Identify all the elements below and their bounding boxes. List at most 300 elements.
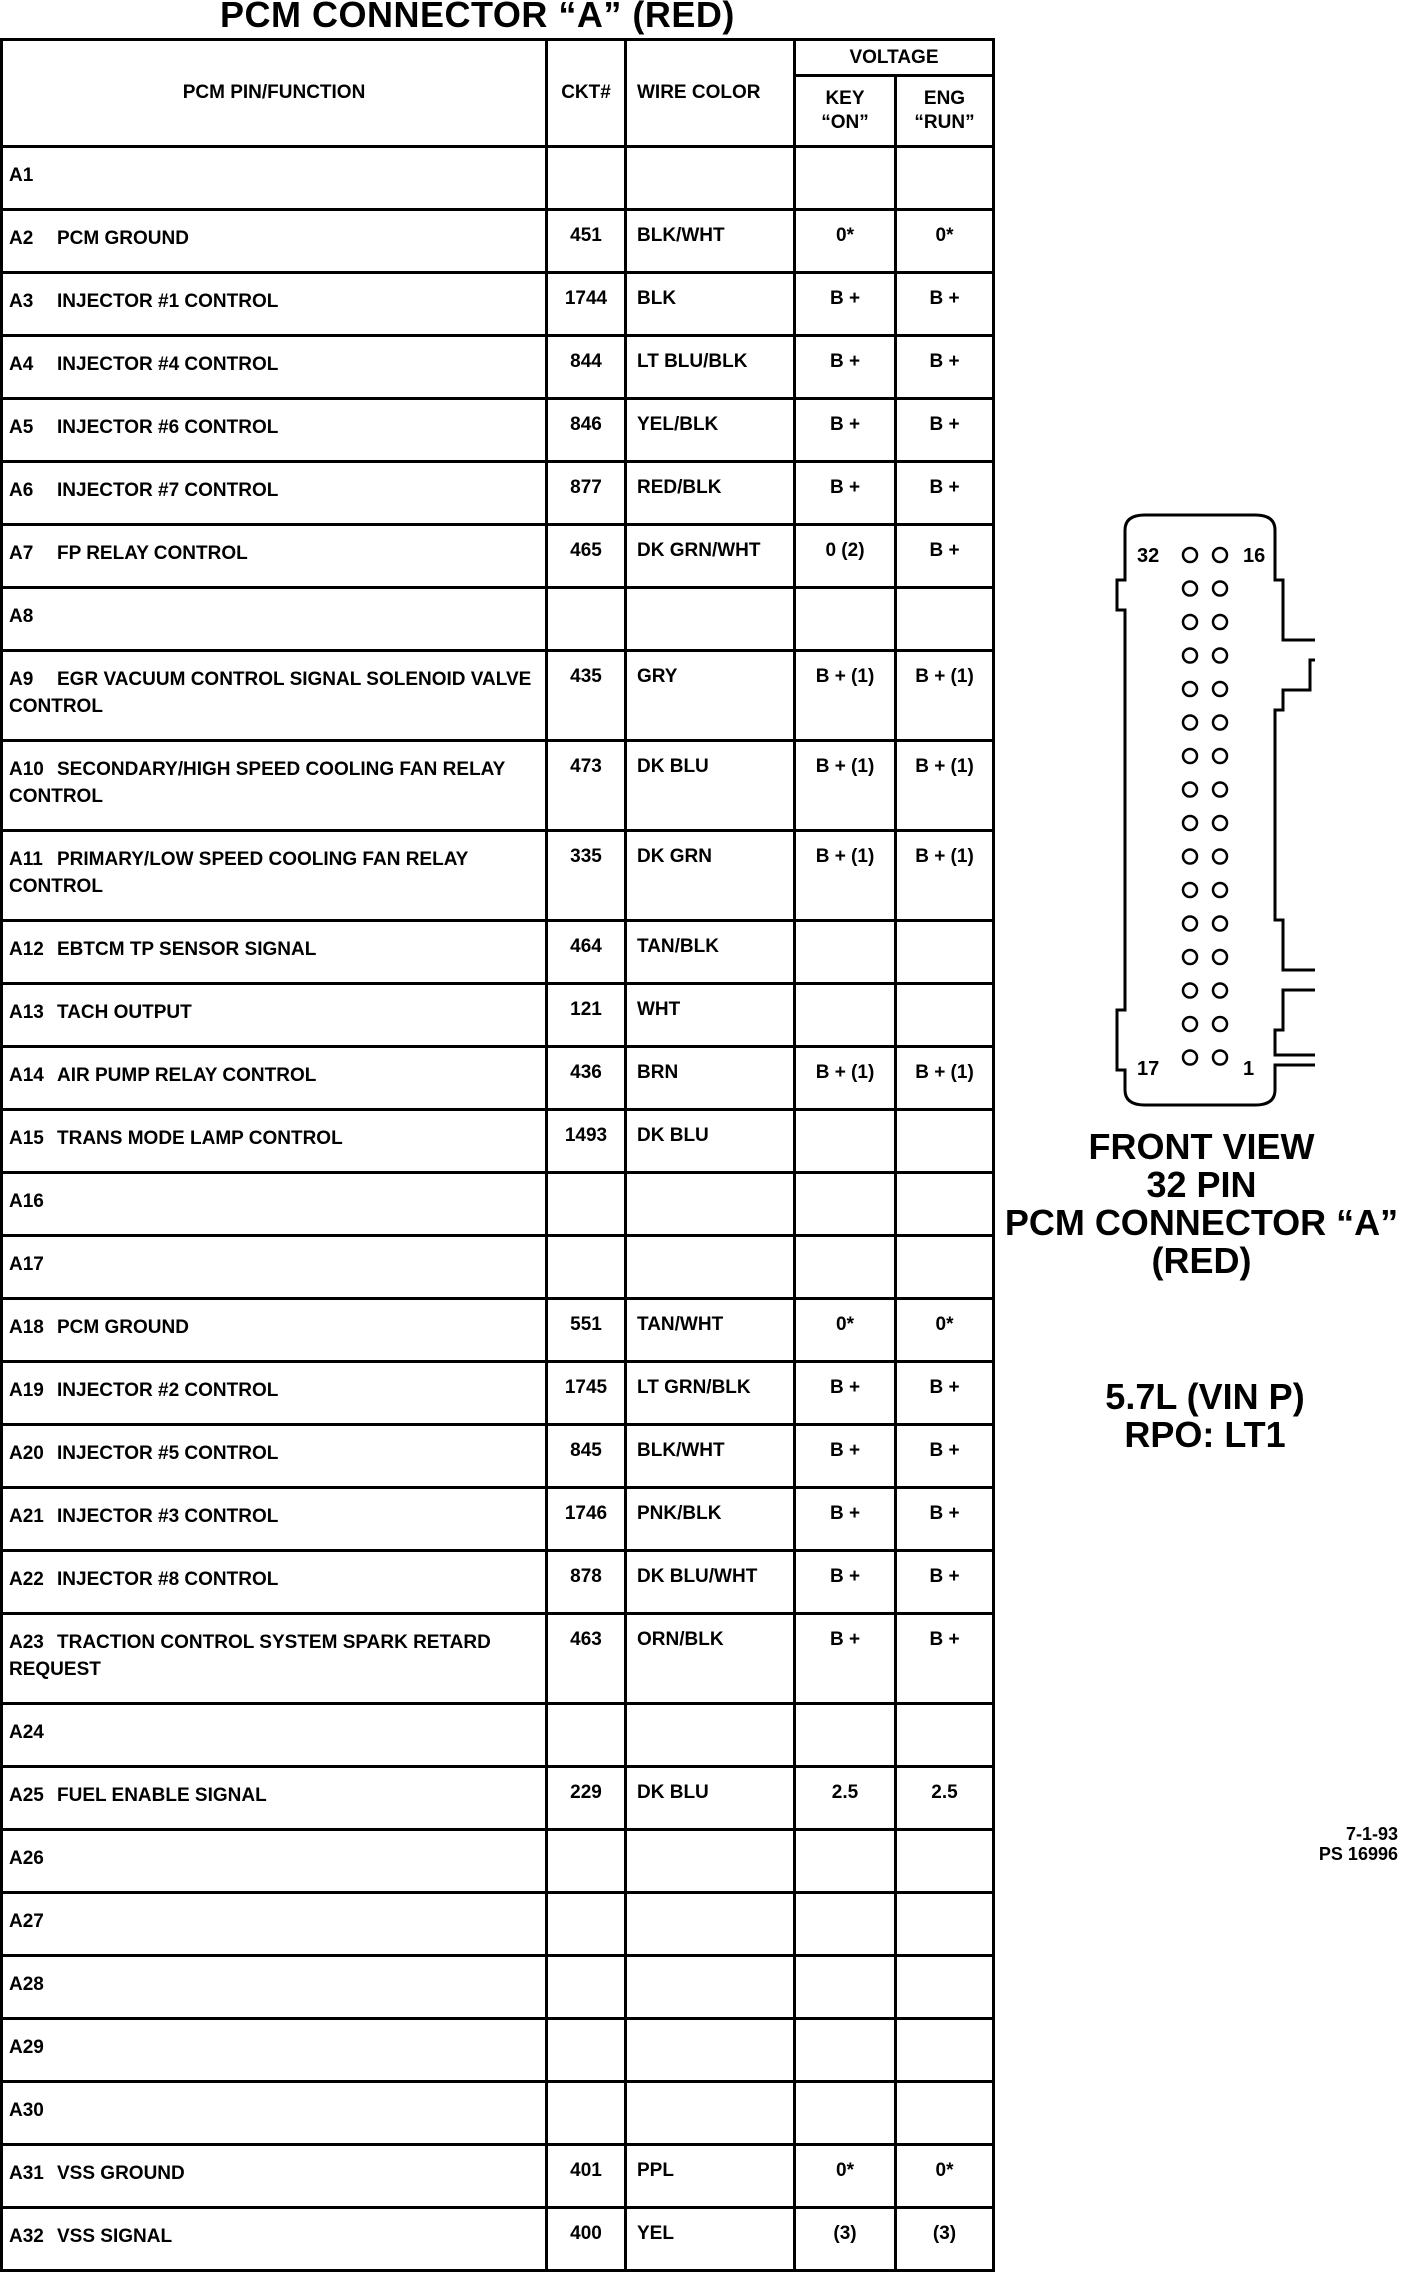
voltage-eng-run: 0*	[896, 2145, 994, 2208]
circuit-number: 846	[547, 399, 626, 462]
pin-function-cell	[2, 1299, 547, 1362]
pin-function-cell	[2, 1173, 547, 1236]
connector-pin-hole	[1183, 682, 1197, 696]
wire-color: PNK/BLK	[626, 1488, 795, 1551]
wire-color: LT BLU/BLK	[626, 336, 795, 399]
pin-id: A15	[9, 1128, 44, 1149]
wire-color: DK GRN/WHT	[626, 525, 795, 588]
header-ckt: CKT#	[547, 40, 626, 147]
connector-pin-hole	[1183, 582, 1197, 596]
page-title: PCM CONNECTOR “A” (RED)	[220, 0, 735, 35]
wire-color	[626, 2019, 795, 2082]
pin-function-cell	[2, 147, 547, 210]
pin-id: A14	[9, 1065, 44, 1086]
pin-function-cell	[2, 1047, 547, 1110]
table-row	[2, 1830, 994, 1893]
wire-color	[626, 1893, 795, 1956]
voltage-eng-run	[896, 1110, 994, 1173]
circuit-number: 335	[547, 831, 626, 921]
voltage-key-on	[795, 984, 896, 1047]
pin-function: INJECTOR #8 CONTROL	[57, 1569, 279, 1590]
pin-id: A27	[9, 1911, 44, 1932]
pin-id: A6	[9, 480, 34, 501]
voltage-key-on: 0*	[795, 1299, 896, 1362]
circuit-number	[547, 1173, 626, 1236]
voltage-eng-run: B +	[896, 1425, 994, 1488]
voltage-key-on: B +	[795, 399, 896, 462]
circuit-number: 1744	[547, 273, 626, 336]
pin-function-cell	[2, 1425, 547, 1488]
pin-id: A1	[9, 165, 34, 186]
table-row	[2, 1425, 994, 1488]
circuit-number	[547, 1893, 626, 1956]
voltage-key-on	[795, 1956, 896, 2019]
pin-id: A13	[9, 1002, 44, 1023]
table-row	[2, 210, 994, 273]
pin-function: FUEL ENABLE SIGNAL	[57, 1785, 267, 1806]
table-row	[2, 147, 994, 210]
header-eng-run-line1: ENG	[923, 88, 966, 109]
connector-pin-hole	[1213, 682, 1227, 696]
pin-function-cell	[2, 210, 547, 273]
wire-color: TAN/WHT	[626, 1299, 795, 1362]
pin-id: A3	[9, 291, 34, 312]
pin-id: A24	[9, 1722, 44, 1743]
pin-function-cell	[2, 921, 547, 984]
voltage-eng-run: 2.5	[896, 1767, 994, 1830]
circuit-number	[547, 1956, 626, 2019]
pin-function-cell	[2, 741, 547, 831]
pin-function-cell	[2, 1362, 547, 1425]
pin-function: FP RELAY CONTROL	[57, 543, 248, 564]
pin-id: A18	[9, 1317, 44, 1338]
table-row	[2, 1047, 994, 1110]
pin-id: A31	[9, 2163, 44, 2184]
pin-id: A8	[9, 606, 34, 627]
header-eng-run-line2: “RUN”	[914, 112, 975, 133]
header-key-on-line1: KEY	[825, 88, 865, 109]
voltage-key-on	[795, 1110, 896, 1173]
voltage-key-on	[795, 1893, 896, 1956]
wire-color: DK BLU	[626, 741, 795, 831]
voltage-eng-run	[896, 1893, 994, 1956]
pin-function-cell	[2, 1488, 547, 1551]
circuit-number: 463	[547, 1614, 626, 1704]
circuit-number: 400	[547, 2208, 626, 2271]
engine-line: 5.7L (VIN P)	[1105, 1376, 1305, 1417]
wire-color: YEL/BLK	[626, 399, 795, 462]
pin-function-cell	[2, 399, 547, 462]
wire-color	[626, 1173, 795, 1236]
table-row	[2, 462, 994, 525]
connector-pin-hole	[1213, 582, 1227, 596]
circuit-number	[547, 2019, 626, 2082]
pin-function: TRANS MODE LAMP CONTROL	[57, 1128, 343, 1149]
pin-function-cell	[2, 984, 547, 1047]
voltage-eng-run	[896, 1830, 994, 1893]
voltage-key-on: B +	[795, 1551, 896, 1614]
pin-function-cell	[2, 2082, 547, 2145]
pin-rows	[2, 147, 994, 2271]
voltage-eng-run: B + (1)	[896, 651, 994, 741]
pin-function: EBTCM TP SENSOR SIGNAL	[57, 939, 317, 960]
circuit-number: 451	[547, 210, 626, 273]
circuit-number	[547, 1236, 626, 1299]
pin-id: A11	[9, 849, 43, 870]
table-row	[2, 399, 994, 462]
wire-color	[626, 147, 795, 210]
table-row	[2, 984, 994, 1047]
voltage-eng-run	[896, 1704, 994, 1767]
voltage-eng-run	[896, 2019, 994, 2082]
header-key-on-line2: “ON”	[821, 112, 869, 133]
connector-pin-hole	[1183, 850, 1197, 864]
pin-id: A9	[9, 669, 34, 690]
pin-id: A17	[9, 1254, 44, 1275]
connector-pin-hole	[1213, 749, 1227, 763]
stamp-id: PS 16996	[1318, 1844, 1398, 1864]
voltage-key-on	[795, 1704, 896, 1767]
connector-pin-hole	[1183, 716, 1197, 730]
pin-function: VSS GROUND	[57, 2163, 185, 2184]
voltage-key-on: B +	[795, 336, 896, 399]
connector-pin-hole	[1183, 883, 1197, 897]
voltage-key-on: B +	[795, 1488, 896, 1551]
pin-id: A2	[9, 228, 34, 249]
wire-color: TAN/BLK	[626, 921, 795, 984]
pin-function: SECONDARY/HIGH SPEED COOLING FAN RELAY CONTROL	[9, 759, 505, 807]
voltage-eng-run: B +	[896, 273, 994, 336]
pin-function: INJECTOR #3 CONTROL	[57, 1506, 279, 1527]
caption-line: (RED)	[1151, 1240, 1252, 1281]
voltage-key-on: B + (1)	[795, 651, 896, 741]
pin-function: INJECTOR #6 CONTROL	[57, 417, 279, 438]
table-row	[2, 2208, 994, 2271]
table-row	[2, 1893, 994, 1956]
voltage-key-on	[795, 2082, 896, 2145]
pin-function: PCM GROUND	[57, 228, 189, 249]
pin-id: A29	[9, 2037, 44, 2058]
pin-id: A23	[9, 1632, 44, 1653]
connector-pin-hole	[1213, 950, 1227, 964]
circuit-number: 435	[547, 651, 626, 741]
caption-line: FRONT VIEW	[1088, 1126, 1315, 1167]
pin-id: A10	[9, 759, 44, 780]
pin-function-cell	[2, 2145, 547, 2208]
pin-id: A22	[9, 1569, 44, 1590]
table-row	[2, 831, 994, 921]
pin-function-cell	[2, 462, 547, 525]
pin-label-32: 32	[1137, 545, 1160, 567]
table-row	[2, 1614, 994, 1704]
pin-label-1: 1	[1243, 1058, 1255, 1080]
voltage-eng-run: B +	[896, 399, 994, 462]
table-row	[2, 1956, 994, 2019]
voltage-key-on: 0 (2)	[795, 525, 896, 588]
voltage-eng-run: 0*	[896, 210, 994, 273]
voltage-key-on: (3)	[795, 2208, 896, 2271]
connector-pin-hole	[1183, 950, 1197, 964]
connector-pin-hole	[1183, 816, 1197, 830]
circuit-number: 464	[547, 921, 626, 984]
voltage-key-on: B + (1)	[795, 831, 896, 921]
caption-line: 32 PIN	[1146, 1164, 1257, 1205]
pin-function-cell	[2, 1110, 547, 1173]
table-row	[2, 525, 994, 588]
table-row	[2, 1299, 994, 1362]
voltage-eng-run	[896, 984, 994, 1047]
voltage-key-on: B + (1)	[795, 741, 896, 831]
engine-info	[1050, 1378, 1360, 1454]
pin-function-cell	[2, 1551, 547, 1614]
connector-outline	[1085, 510, 1315, 1110]
voltage-key-on: B +	[795, 1614, 896, 1704]
pin-function: INJECTOR #7 CONTROL	[57, 480, 279, 501]
pin-function-cell	[2, 525, 547, 588]
voltage-eng-run: B +	[896, 525, 994, 588]
pin-function: AIR PUMP RELAY CONTROL	[57, 1065, 317, 1086]
wire-color: BLK	[626, 273, 795, 336]
pin-function: TRACTION CONTROL SYSTEM SPARK RETARD REQUEST	[9, 1632, 491, 1680]
pin-function: INJECTOR #2 CONTROL	[57, 1380, 279, 1401]
circuit-number: 551	[547, 1299, 626, 1362]
pin-id: A4	[9, 354, 34, 375]
table-row	[2, 1767, 994, 1830]
voltage-key-on: B +	[795, 462, 896, 525]
pin-id: A28	[9, 1974, 44, 1995]
table-row	[2, 1173, 994, 1236]
connector-pin-hole	[1213, 716, 1227, 730]
pin-function-cell	[2, 2019, 547, 2082]
voltage-key-on	[795, 588, 896, 651]
table-row	[2, 921, 994, 984]
table-row	[2, 1488, 994, 1551]
voltage-key-on	[795, 1236, 896, 1299]
pin-id: A7	[9, 543, 34, 564]
pin-function: VSS SIGNAL	[57, 2226, 173, 2247]
table-row	[2, 336, 994, 399]
connector-pin-hole	[1213, 615, 1227, 629]
voltage-eng-run	[896, 1956, 994, 2019]
voltage-eng-run	[896, 1236, 994, 1299]
wire-color	[626, 1830, 795, 1893]
voltage-eng-run: B +	[896, 336, 994, 399]
voltage-key-on	[795, 1830, 896, 1893]
voltage-eng-run: B +	[896, 1614, 994, 1704]
wire-color: BLK/WHT	[626, 1425, 795, 1488]
voltage-key-on: B +	[795, 1362, 896, 1425]
wire-color: WHT	[626, 984, 795, 1047]
voltage-eng-run: B + (1)	[896, 831, 994, 921]
table-row	[2, 1551, 994, 1614]
voltage-key-on: B + (1)	[795, 1047, 896, 1110]
connector-pin-hole	[1183, 1017, 1197, 1031]
pin-function: PRIMARY/LOW SPEED COOLING FAN RELAY CONTROL	[9, 849, 469, 897]
pin-label-17: 17	[1137, 1058, 1160, 1080]
wire-color: DK BLU	[626, 1767, 795, 1830]
circuit-number: 473	[547, 741, 626, 831]
table-row	[2, 2019, 994, 2082]
connector-pin-hole	[1213, 816, 1227, 830]
connector-pin-hole	[1183, 783, 1197, 797]
connector-pin-hole	[1213, 917, 1227, 931]
wire-color	[626, 1956, 795, 2019]
circuit-number: 877	[547, 462, 626, 525]
connector-pin-hole	[1213, 1017, 1227, 1031]
pin-id: A20	[9, 1443, 44, 1464]
connector-pin-hole	[1213, 850, 1227, 864]
header-eng-run	[896, 76, 994, 147]
caption-line: PCM CONNECTOR “A”	[1004, 1202, 1399, 1243]
pin-function-cell	[2, 1236, 547, 1299]
header-wire-color: WIRE COLOR	[626, 40, 795, 147]
pin-id: A32	[9, 2226, 44, 2247]
connector-pin-hole	[1183, 615, 1197, 629]
table-row	[2, 651, 994, 741]
wire-color: YEL	[626, 2208, 795, 2271]
voltage-key-on	[795, 921, 896, 984]
pin-label-16: 16	[1243, 545, 1266, 567]
pin-id: A21	[9, 1506, 44, 1527]
circuit-number	[547, 588, 626, 651]
document-stamp	[1319, 1824, 1398, 1864]
connector-pin-hole	[1213, 649, 1227, 663]
wire-color: DK GRN	[626, 831, 795, 921]
wire-color	[626, 588, 795, 651]
connector-pin-hole	[1213, 984, 1227, 998]
wire-color: PPL	[626, 2145, 795, 2208]
header-function: PCM PIN/FUNCTION	[2, 40, 547, 147]
pin-id: A30	[9, 2100, 44, 2121]
voltage-eng-run: B + (1)	[896, 1047, 994, 1110]
voltage-eng-run: B +	[896, 1362, 994, 1425]
pin-id: A26	[9, 1848, 44, 1869]
wire-color	[626, 1236, 795, 1299]
connector-pin-hole	[1213, 548, 1227, 562]
table-row	[2, 588, 994, 651]
voltage-key-on	[795, 147, 896, 210]
wire-color	[626, 1704, 795, 1767]
pin-function-cell	[2, 336, 547, 399]
circuit-number: 229	[547, 1767, 626, 1830]
voltage-key-on: 0*	[795, 210, 896, 273]
voltage-key-on	[795, 1173, 896, 1236]
connector-pin-hole	[1213, 1051, 1227, 1065]
circuit-number: 465	[547, 525, 626, 588]
voltage-eng-run: B +	[896, 462, 994, 525]
table-row	[2, 2145, 994, 2208]
connector-pin-hole	[1183, 548, 1197, 562]
circuit-number: 845	[547, 1425, 626, 1488]
wire-color: BLK/WHT	[626, 210, 795, 273]
connector-pin-hole	[1183, 649, 1197, 663]
pin-id: A25	[9, 1785, 44, 1806]
pin-function: TACH OUTPUT	[57, 1002, 192, 1023]
table-row	[2, 273, 994, 336]
voltage-eng-run	[896, 588, 994, 651]
wire-color: LT GRN/BLK	[626, 1362, 795, 1425]
pin-function-cell	[2, 273, 547, 336]
header-voltage: VOLTAGE	[795, 40, 994, 76]
pin-function-cell	[2, 2208, 547, 2271]
circuit-number: 1493	[547, 1110, 626, 1173]
pin-function-cell	[2, 588, 547, 651]
circuit-number	[547, 1830, 626, 1893]
wire-color: DK BLU/WHT	[626, 1551, 795, 1614]
table-row	[2, 1236, 994, 1299]
table-row	[2, 1362, 994, 1425]
pin-function-cell	[2, 831, 547, 921]
circuit-number: 844	[547, 336, 626, 399]
circuit-number: 1746	[547, 1488, 626, 1551]
voltage-eng-run: 0*	[896, 1299, 994, 1362]
pin-function: INJECTOR #1 CONTROL	[57, 291, 279, 312]
table-row	[2, 1704, 994, 1767]
connector-caption	[995, 1128, 1408, 1280]
voltage-key-on: 0*	[795, 2145, 896, 2208]
pin-function-cell	[2, 1893, 547, 1956]
circuit-number	[547, 2082, 626, 2145]
pin-id: A12	[9, 939, 44, 960]
connector-pin-hole	[1213, 883, 1227, 897]
voltage-eng-run: B +	[896, 1488, 994, 1551]
table-row	[2, 2082, 994, 2145]
voltage-eng-run	[896, 2082, 994, 2145]
connector-pin-hole	[1183, 984, 1197, 998]
connector-pin-hole	[1213, 783, 1227, 797]
pin-id: A16	[9, 1191, 44, 1212]
table-row	[2, 1110, 994, 1173]
circuit-number: 401	[547, 2145, 626, 2208]
pin-id: A5	[9, 417, 34, 438]
circuit-number: 436	[547, 1047, 626, 1110]
pin-function: INJECTOR #5 CONTROL	[57, 1443, 279, 1464]
voltage-eng-run: B +	[896, 1551, 994, 1614]
voltage-key-on: 2.5	[795, 1767, 896, 1830]
wire-color: RED/BLK	[626, 462, 795, 525]
pin-function: EGR VACUUM CONTROL SIGNAL SOLENOID VALVE CONTROL	[9, 669, 532, 717]
voltage-key-on: B +	[795, 1425, 896, 1488]
engine-line: RPO: LT1	[1124, 1414, 1286, 1455]
wire-color: DK BLU	[626, 1110, 795, 1173]
circuit-number	[547, 147, 626, 210]
circuit-number: 121	[547, 984, 626, 1047]
pin-function-cell	[2, 1704, 547, 1767]
voltage-eng-run: B + (1)	[896, 741, 994, 831]
pin-function-cell	[2, 1614, 547, 1704]
pin-function-cell	[2, 1956, 547, 2019]
voltage-eng-run	[896, 921, 994, 984]
connector-pin-hole	[1183, 749, 1197, 763]
pin-id: A19	[9, 1380, 44, 1401]
stamp-date: 7-1-93	[1345, 1824, 1398, 1844]
pin-function-cell	[2, 1767, 547, 1830]
table-row	[2, 741, 994, 831]
pin-function-cell	[2, 651, 547, 741]
voltage-eng-run	[896, 147, 994, 210]
wire-color: GRY	[626, 651, 795, 741]
voltage-key-on	[795, 2019, 896, 2082]
circuit-number: 878	[547, 1551, 626, 1614]
pin-function: PCM GROUND	[57, 1317, 189, 1338]
pin-function-cell	[2, 1830, 547, 1893]
header-key-on	[795, 76, 896, 147]
voltage-eng-run: (3)	[896, 2208, 994, 2271]
voltage-key-on: B +	[795, 273, 896, 336]
wire-color: BRN	[626, 1047, 795, 1110]
circuit-number: 1745	[547, 1362, 626, 1425]
connector-pin-hole	[1183, 917, 1197, 931]
